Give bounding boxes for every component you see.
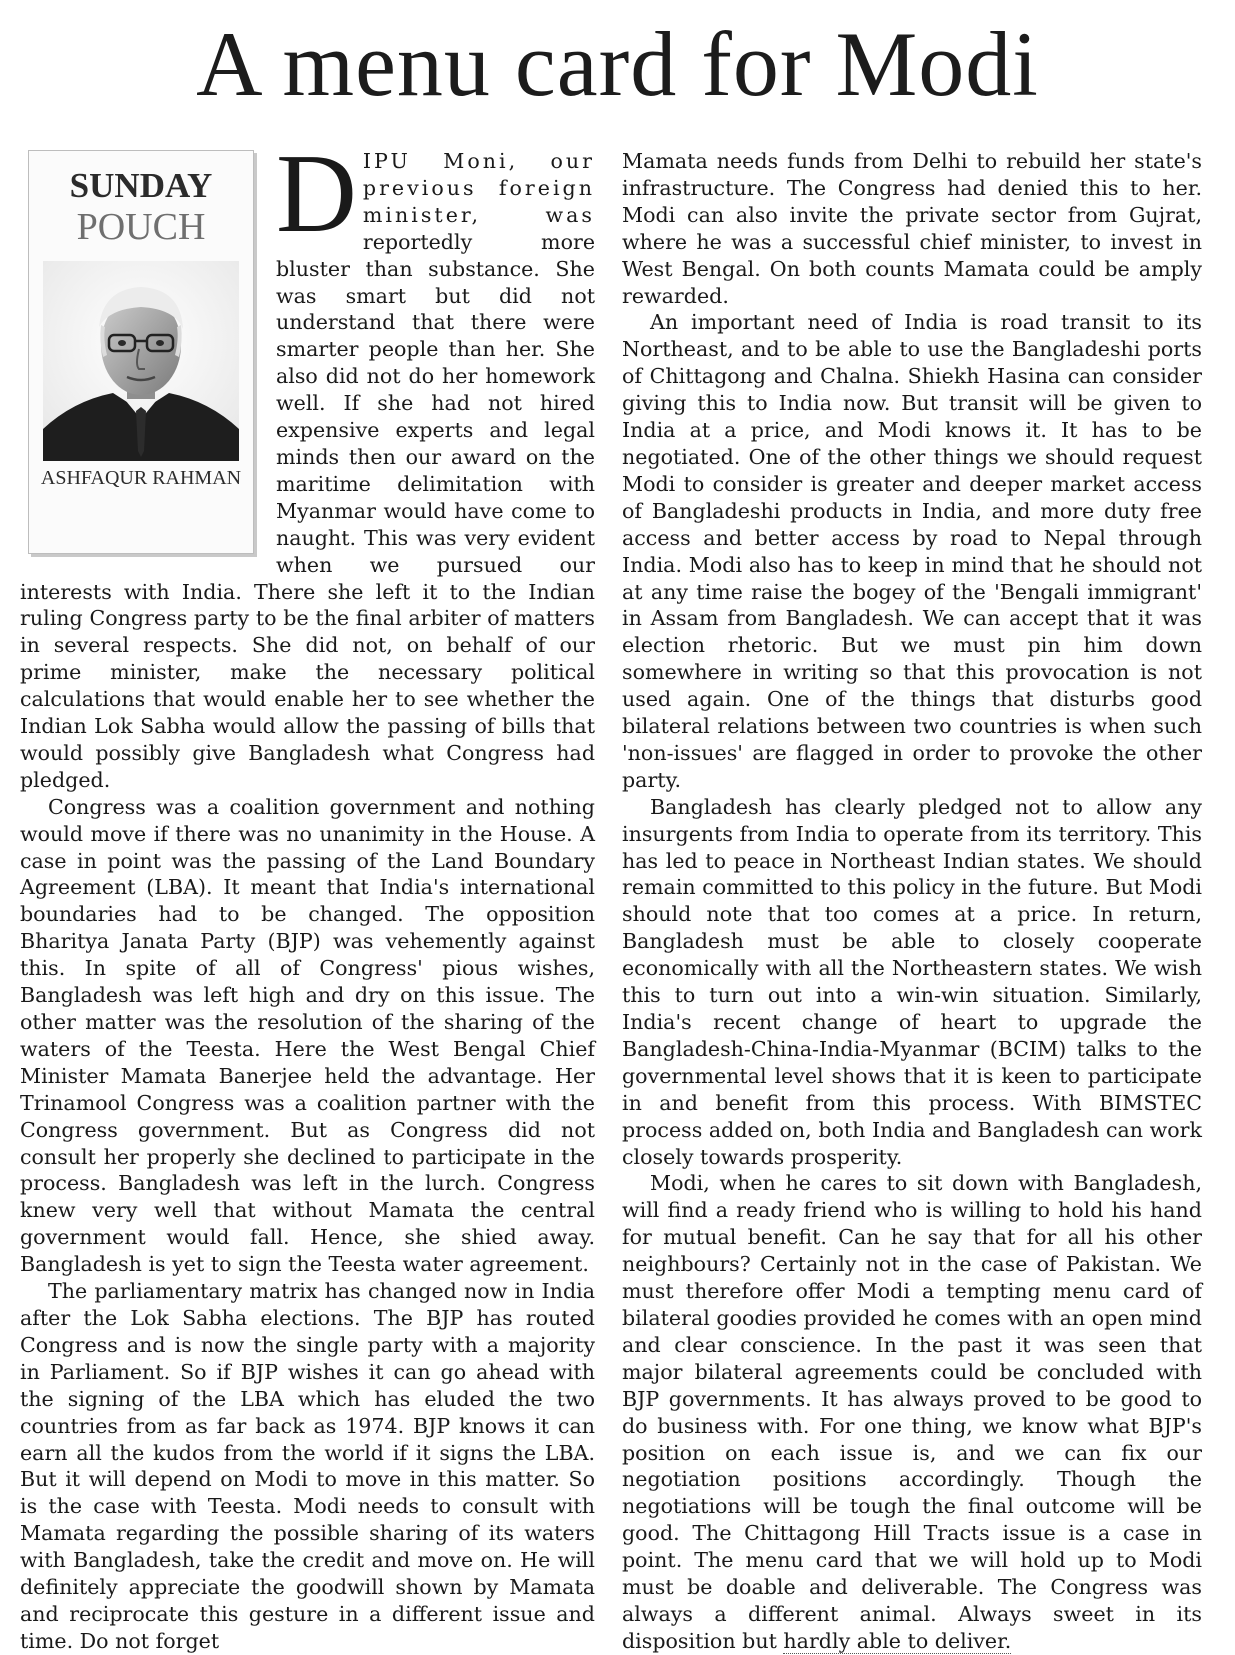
right-column — [622, 148, 1202, 1655]
paragraph-5: An important need of India is road transit to its Northeast, and to be able to use the Bangladeshi ports of Chittagong and Chalna. Shiekh Hasina can consider giving this to India now. But transit will be given to India at a price, and Modi knows it. It has to be negotiated. One of the other things we should request Modi to consider is greater and deeper market access of Bangladeshi products in India, and more duty free access and better access by road to Nepal through India. Modi also has to keep in mind that he should not at any time raise the bogey of the 'Bengali immigrant' in Assam from Bangladesh. We can accept that it was election rhetoric. But we must pin him down somewhere in writing so that this provocation is not used again. One of the things that disturbs good bilateral relations between two countries is when such 'non-issues' are flagged in order to provoke the other party. — [622, 310, 1202, 792]
paragraph-3: The parliamentary matrix has changed now in India after the Lok Sabha elections. The BJP has routed Congress and is now the single party with a majority in Parliament. So if BJP wishes it can go ahead with the signing of the LBA which has eluded the two countries from as far back as 1974. BJP knows it can earn all the kudos from the world if it signs the LBA. But it will depend on Modi to move in this matter. So is the case with Teesta. Modi needs to consult with Mamata regarding the possible sharing of its waters with Bangladesh, take the credit and move on. He will definitely appreciate the goodwill shown by Mamata and reciprocate this gesture in a different issue and time. Do not forget — [20, 1279, 595, 1653]
column-series-title-top: SUNDAY — [69, 166, 213, 205]
left-column — [20, 132, 595, 1655]
paragraph-4: Mamata needs funds from Delhi to rebuild her state's infrastructure. The Congress had denied this to her. Modi can also invite the private sector from Gujrat, where he was a successful chief minister, to invest in West Bengal. On both counts Mamata could be amply rewarded. — [622, 149, 1202, 308]
closing-line: hardly able to deliver. — [783, 1628, 1012, 1653]
column-logo-box — [28, 150, 254, 554]
drop-cap-letter: D — [276, 132, 357, 256]
paragraph-2: Congress was a coalition government and nothing would move if there was no unanimity in the House. A case in point was the passing of the Land Boundary Agreement (LBA). It meant that India's international boundaries had to be changed. The opposition Bharitya Janata Party (BJP) was vehemently against this. In spite of all of Congress' pious wishes, Bangladesh was left high and dry on this issue. The other matter was the resolution of the sharing of the waters of the Teesta. Here the West Bengal Chief Minister Mamata Banerjee held the advantage. Her Trinamool Congress was a coalition partner with the Congress government. But as Congress did not consult her properly she declined to participate in the process. Bangladesh was left in the lurch. Congress knew very well that without Mamata the central government would fall. Hence, she shied away. Bangladesh is yet to sign the Teesta water agreement. — [20, 794, 595, 1277]
column-author-name: ASHFAQUR RAHMAN — [40, 467, 242, 489]
article-headline: A menu card for Modi — [196, 13, 1039, 115]
column-series-title-bottom: POUCH — [76, 206, 206, 248]
paragraph-7-body: Modi, when he cares to sit down with Bangladesh, will find a ready friend who is willing to hold his hand for mutual benefit. Can he say that for all his other neighbours? Certainly not in the case of Pakistan. We must therefore offer Modi a tempting menu card of bilateral goodies provided he comes with an open mind and clear conscience. In the past it was seen that major bilateral agreements could be concluded with BJP governments. It has always proved to be good to do business with. For one thing, we know what BJP's position on each issue is, and we can fix our negotiation positions accordingly. Though the negotiations will be tough the final outcome will be good. The Chittagong Hill Tracts issue is a case in point. The menu card that we will hold up to Modi must be doable and deliverable. The Congress was always a different animal. Always sweet in its disposition but — [622, 1171, 1202, 1653]
paragraph-6: Bangladesh has clearly pledged not to allow any insurgents from India to operate from its territory. This has led to peace in Northeast Indian states. We should remain committed to this policy in the future. But Modi should note that too comes at a price. In return, Bangladesh must be able to closely cooperate economically with all the Northeastern states. We wish this to turn out into a win-win situation. Similarly, India's recent change of heart to upgrade the Bangladesh-China-India-Myanmar (BCIM) talks to the governmental level shows that it is keen to participate in and benefit from this process. With BIMSTEC process added on, both India and Bangladesh can work closely towards prosperity. — [622, 794, 1202, 1169]
paragraph-7 — [622, 1170, 1202, 1654]
author-portrait — [43, 261, 239, 461]
lead-in-text: IPU Moni, our previous foreign minister, was — [362, 149, 595, 227]
paragraph-1-body: reportedly more bluster than substance. She was smart but did not understand that there were smarter people than her. She also did not do her homework well. If she had not hired expensive experts and legal minds then our award on the maritime delimitation with Myanmar would have come to naught. This was very evident when we pursued our interests with India. There she left it to the Indian ruling Congress party to be the final arbiter of matters in several respects. She did not, on behalf of our prime minister, make the necessary political calculations that would enable her to see whether the Indian Lok Sabha would allow the passing of bills that would possibly give Bangladesh what Congress had pledged. — [20, 229, 595, 792]
